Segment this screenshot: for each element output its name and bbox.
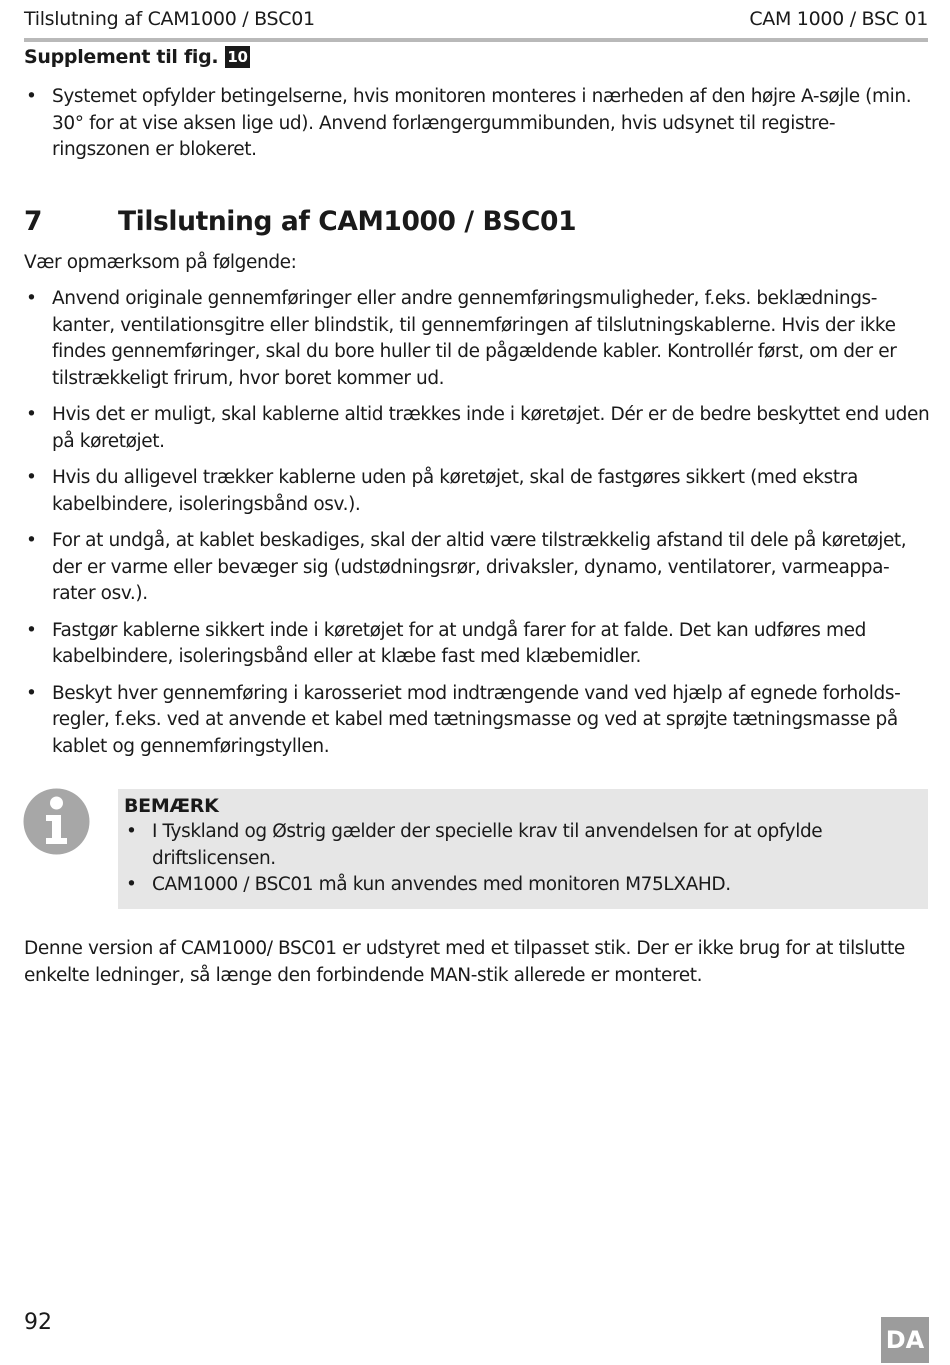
list-item: • CAM1000 / BSC01 må kun anvendes med monitoren M75LXAHD. (124, 872, 922, 899)
page-number: 92 (24, 1310, 52, 1335)
header-section-title: Tilslutning af CAM1000 / BSC01 (24, 8, 315, 30)
note-box (118, 789, 928, 909)
page-header (24, 8, 928, 38)
header-divider (24, 38, 928, 42)
list-item: • Beskyt hver gennemføring i karosseriet mod indtrængende vand ved hjælp af egnede forholds-regler, f.eks. ved at anvende et kabel med tætningsmasse og ved at sprøjte tætningsmasse på kablet og gennemføringstyllen. (24, 681, 930, 761)
supplement-block (24, 84, 930, 164)
chapter-title: Tilslutning af CAM1000 / BSC01 (118, 206, 577, 237)
info-icon (23, 788, 90, 855)
info-icon-graphic (23, 788, 90, 855)
language-badge: DA (881, 1317, 929, 1363)
list-item: • Hvis du alligevel trækker kablerne uden på køretøjet, skal de fastgøres sikkert (med ekstra kabelbindere, isoleringsbånd osv.). (24, 465, 930, 518)
chapter-number: 7 (24, 206, 43, 237)
supplement-title: Supplement til fig. (24, 46, 219, 68)
body-paragraph: Denne version af CAM1000/ BSC01 er udstyret med et tilpasset stik. Der er ikke brug for at tilslutte enkelte ledninger, så længe den forbindende MAN-stik allerede er monteret. (24, 938, 905, 986)
supplement-list (24, 84, 930, 164)
list-item: • I Tyskland og Østrig gælder der specielle krav til anvendelsen for at opfylde driftslicensen. (124, 819, 922, 872)
chapter-instructions (24, 286, 930, 770)
note-list (124, 819, 922, 899)
header-product-name: CAM 1000 / BSC 01 (749, 8, 928, 30)
supplement-heading (24, 46, 250, 68)
list-item: • Fastgør kablerne sikkert inde i køretøjet for at undgå farer for at falde. Det kan udføres med kabelbindere, isoleringsbånd eller at klæbe fast med klæbemidler. (24, 618, 930, 671)
list-item: • Anvend originale gennemføringer eller andre gennemføringsmuligheder, f.eks. beklædnings-kanter, ventilationsgitre eller blindstik, til gennemføringen af tilslutningskablerne. Hvis der ikke findes gennemføringer, skal du bore huller til de pågældende kabler. Kontrollér først, om der er tilstrækkeligt frirum, hvor boret kommer ud. (24, 286, 930, 392)
figure-reference-badge: 10 (227, 48, 248, 66)
chapter-intro: Vær opmærksom på følgende: (24, 252, 297, 273)
list-item: • Hvis det er muligt, skal kablerne altid trækkes inde i køretøjet. Dér er de bedre beskyttet end uden på køretøjet. (24, 402, 930, 455)
list-item: • Systemet opfylder betingelserne, hvis monitoren monteres i nærheden af den højre A-søjle (min. 30° for at vise aksen lige ud). Anvend forlængergummibunden, hvis udsynet til registre-ringszonen er blokeret. (24, 84, 930, 164)
instruction-list (24, 286, 930, 760)
note-title: BEMÆRK (124, 795, 219, 817)
chapter-heading (24, 206, 576, 237)
list-item: • For at undgå, at kablet beskadiges, skal der altid være tilstrækkelig afstand til dele på køretøjet, der er varme eller bevæger sig (udstødningsrør, drivaksler, dynamo, ventilatorer, varmeappa-rater osv.). (24, 528, 930, 608)
